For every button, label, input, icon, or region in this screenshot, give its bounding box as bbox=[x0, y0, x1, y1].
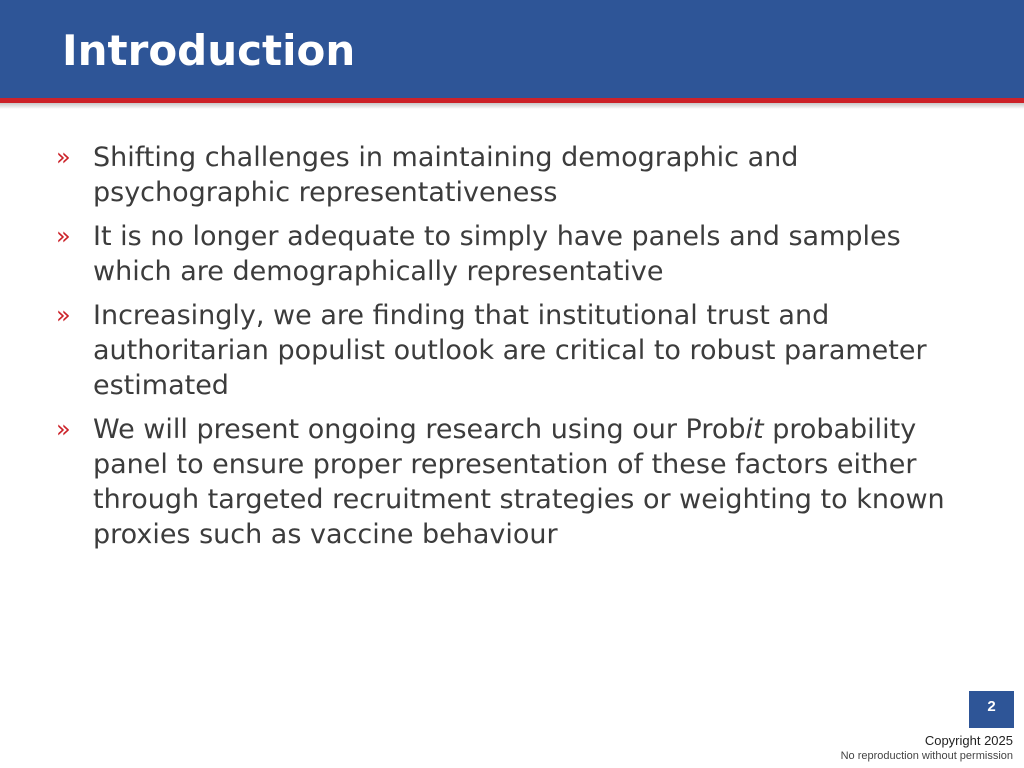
bullet-text-before: We will present ongoing research using our Prob bbox=[93, 414, 746, 445]
bullet-marker-icon: » bbox=[56, 415, 71, 443]
bullet-marker-icon: » bbox=[56, 222, 71, 250]
bullet-item bbox=[56, 219, 976, 289]
bullet-text-after: probability panel to ensure proper representation of these factors either through targeted recruitment strategies or weighting to known proxies such as vaccine behaviour bbox=[93, 414, 945, 550]
bullet-text-italic: it bbox=[745, 414, 764, 445]
bullet-text bbox=[93, 414, 945, 550]
bullet-item bbox=[56, 412, 976, 552]
title-bar-shadow bbox=[0, 103, 1024, 109]
bullet-marker-icon: » bbox=[56, 143, 71, 171]
reproduction-notice: No reproduction without permission bbox=[840, 750, 1013, 762]
slide-title: Introduction bbox=[62, 26, 356, 75]
copyright-text: Copyright 2025 bbox=[924, 733, 1013, 748]
bullet-list bbox=[56, 140, 976, 561]
bullet-text: Shifting challenges in maintaining demographic and psychographic representativeness bbox=[93, 142, 799, 208]
bullet-marker-icon: » bbox=[56, 301, 71, 329]
bullet-item bbox=[56, 140, 976, 210]
bullet-text: Increasingly, we are finding that institutional trust and authoritarian populist outlook are critical to robust parameter estimated bbox=[93, 300, 927, 401]
bullet-item bbox=[56, 298, 976, 403]
bullet-text: It is no longer adequate to simply have panels and samples which are demographically representative bbox=[93, 221, 901, 287]
page-number-badge: 2 bbox=[969, 691, 1014, 728]
